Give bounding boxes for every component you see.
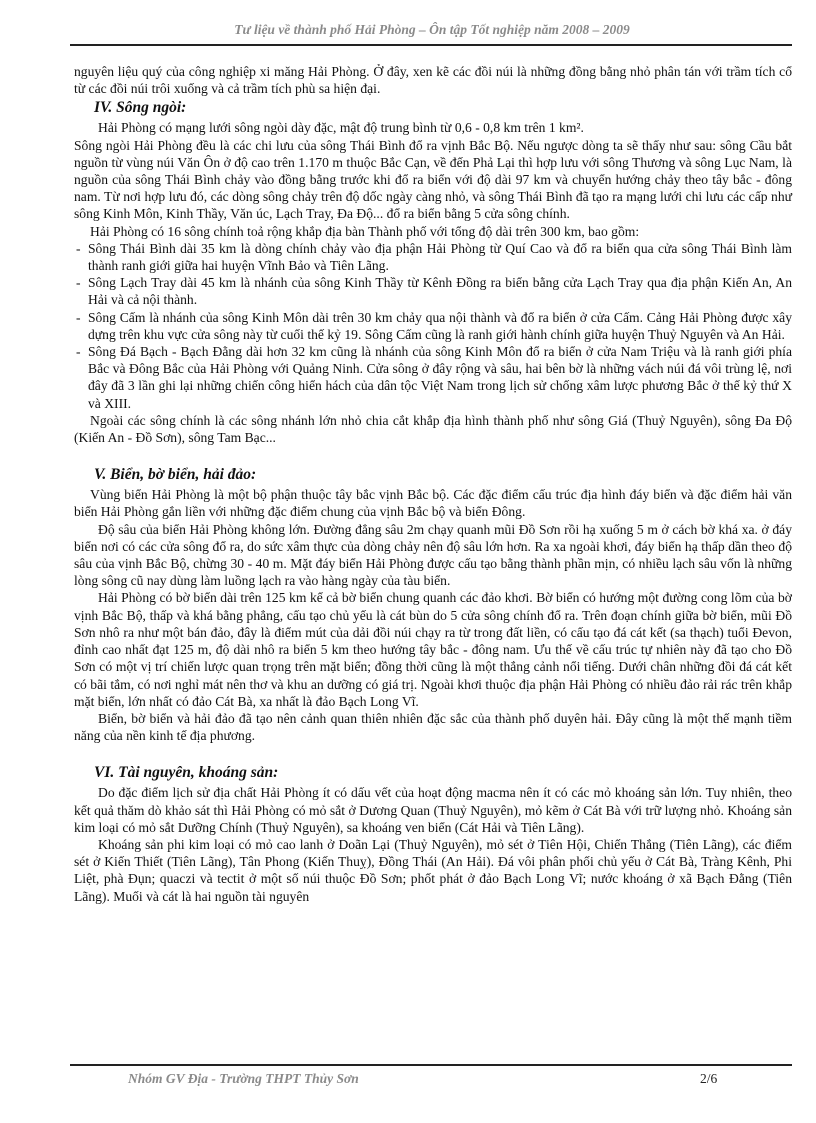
river-list-item: - Sông Cấm là nhánh của sông Kinh Môn dài trên 30 km chảy qua nội thành và đổ ra biển ở cửa Cấm. Cảng Hải Phòng được xây dựng trên khu vực cửa sông này từ cuối thế kỷ 19. Sông Cấm cũng là ranh giới hành chính giữa huyện Thuỷ Nguyên và An Hải. xyxy=(74,309,792,343)
header-divider xyxy=(70,44,792,46)
page-number: 2/6 xyxy=(700,1071,718,1086)
sea-paragraph-1: Vùng biển Hải Phòng là một bộ phận thuộc tây bắc vịnh Bắc bộ. Các đặc điểm cấu trúc địa hình đáy biển và đặc điểm hải văn biển Hải Phòng gắn liền với những đặc điểm chung của vịnh Bắc bộ và biển Đông. xyxy=(74,487,792,520)
section-heading-sea: V. Biển, bờ biển, hải đảo: xyxy=(94,466,257,484)
intro-paragraph: nguyên liệu quý của công nghiệp xi măng Hải Phòng. Ở đây, xen kẽ các đồi núi là những đồng bằng nhỏ phân tán với trầm tích cổ từ các đồi núi trôi xuống và cả trầm tích phù sa hiện đại. xyxy=(74,64,792,97)
river-list-item: - Sông Đá Bạch - Bạch Đằng dài hơn 32 km cũng là nhánh của sông Kinh Môn đổ ra biển ở cửa Nam Triệu và là ranh giới phía Bắc và Đông Bắc của Hải Phòng với Quảng Ninh. Cửa sông ở đây rộng và sâu, hai bên bờ là những vách núi đá vôi trùng lệ, nơi đây đã 3 lần ghi lại những chiến công hiển hách của dân tộc Việt Nam trong lịch sử chống xâm lược phương Bắc ở thế kỷ thứ X và XIII. xyxy=(74,343,792,412)
section-heading-resources: VI. Tài nguyên, khoáng sản: xyxy=(94,764,279,782)
document-body xyxy=(74,63,792,905)
rivers-paragraph-3: Hải Phòng có 16 sông chính toả rộng khắp địa bàn Thành phố với tổng độ dài trên 300 km, bao gồm: xyxy=(90,223,640,239)
resources-paragraph-2: Khoáng sản phi kim loại có mỏ cao lanh ở Doãn Lại (Thuỷ Nguyên), mỏ sét ở Tiên Hội, Chiến Thắng (Tiên Lãng), các điểm sét ở Kiến Thiết (Tiên Lãng), Tân Phong (Kiến Thuỵ), Đồng Thái (An Hải). Đá vôi phân phối chủ yếu ở Cát Bà, Tràng Kênh, Phi Liệt, phà Đụn; quaczi và tectit ở một số núi thuộc Đồ Sơn; phốt phát ở đảo Bạch Long Vĩ; nước khoáng ở xã Bạch Đằng (Tiên Lãng). Muối và cát là hai nguồn tài nguyên xyxy=(74,836,792,904)
page-header-title: Tư liệu về thành phố Hải Phòng – Ôn tập Tốt nghiệp năm 2008 – 2009 xyxy=(234,22,630,37)
rivers-list xyxy=(74,240,792,412)
river-list-item: - Sông Thái Bình dài 35 km là dòng chính chảy vào địa phận Hải Phòng từ Quí Cao và đổ ra biển qua cửa sông Thái Bình làm thành ranh giới giữa hai huyện Vĩnh Bảo và Tiên Lãng. xyxy=(74,240,792,274)
sea-paragraph-4: Biển, bờ biển và hải đảo đã tạo nên cảnh quan thiên nhiên đặc sắc của thành phố duyên hải. Đây cũng là một thế mạnh tiềm năng của nền kinh tế địa phương. xyxy=(74,710,792,744)
sea-paragraph-2: Độ sâu của biển Hải Phòng không lớn. Đường đẳng sâu 2m chạy quanh mũi Đồ Sơn rồi hạ xuống 5 m ở cách bờ khá xa. ở đáy biển nơi có các cửa sông đổ ra, do sức xâm thực của dòng chảy nên độ sâu lớn hơn. Ra xa ngoài khơi, đáy biển hạ thấp dần theo độ sâu của vịnh Bắc Bộ, chừng 30 - 40 m. Mặt đáy biển Hải Phòng được cấu tạo bằng thành phần mịn, có nhiều lạch sâu vốn là những lòng sông cũ nay dùng làm luồng lạch ra vào hàng ngày của tàu biển. xyxy=(74,521,792,589)
rivers-paragraph-1: Hải Phòng có mạng lưới sông ngòi dày đặc, mật độ trung bình từ 0,6 - 0,8 km trên 1 km². xyxy=(98,120,584,136)
section-heading-rivers: IV. Sông ngòi: xyxy=(94,99,187,117)
rivers-paragraph-2: Sông ngòi Hải Phòng đều là các chi lưu của sông Thái Bình đổ ra vịnh Bắc Bộ. Nếu ngược dòng ta sẽ thấy như sau: sông Cầu bắt nguồn từ vùng núi Văn Ôn ở độ cao trên 1.170 m thuộc Bắc Cạn, về đến Phả Lại thì hợp lưu với sông Thương và sông Lục Nam, là nguồn của sông Thái Bình chảy vào đồng bằng trước khi đổ ra biển với độ dài 97 km và chuyển hướng chảy theo tây bắc - đông nam. Từ nơi hợp lưu đó, các dòng sông chảy trên độ dốc ngày càng nhỏ, và sông Thái Bình đã tạo ra mạng lưới chi lưu các cấp như sông Kinh Môn, Kinh Thầy, Văn úc, Lạch Tray, Đa Độ... đổ ra biển bằng 5 cửa sông chính. xyxy=(74,137,792,222)
sea-paragraph-3: Hải Phòng có bờ biển dài trên 125 km kể cả bờ biển chung quanh các đảo khơi. Bờ biển có hướng một đường cong lõm của bờ vịnh Bắc Bộ, thấp và khá bằng phẳng, cấu tạo chủ yếu là cát bùn do 5 cửa sông chính đổ ra. Trên đoạn chính giữa bờ biển, mũi Đồ Sơn nhô ra như một bán đảo, đây là điểm mút của dải đồi núi chạy ra từ trong đất liền, có cấu tạo đá cát kết (sa thạch) tuổi Đevon, đỉnh cao nhất đạt 125 m, độ dài nhô ra biển 5 km theo hướng tây bắc - đông nam. Ưu thế về cấu trúc tự nhiên này đã tạo cho Đồ Sơn có một vị trí chiến lược quan trọng trên mặt biển; đồng thời cũng là một thắng cảnh nổi tiếng. Dưới chân những đồi đá cát kết có bãi tắm, có nơi nghỉ mát nên thơ và khu an dưỡng có giá trị. Ngoài khơi thuộc địa phận Hải Phòng có nhiều đảo rải rác trên khắp mặt biển, lớn nhất có đảo Cát Bà, xa nhất là đảo Bạch Long Vĩ. xyxy=(74,590,792,709)
river-list-item: - Sông Lạch Tray dài 45 km là nhánh của sông Kinh Thầy từ Kênh Đồng ra biển bằng cửa Lạch Tray qua địa phận Kiến An, An Hải và cả nội thành. xyxy=(74,274,792,308)
footer-divider xyxy=(70,1064,792,1066)
resources-paragraph-1: Do đặc điểm lịch sử địa chất Hải Phòng ít có dấu vết của hoạt động macma nên ít có các mỏ khoáng sản lớn. Tuy nhiên, theo kết quả thăm dò khảo sát thì Hải Phòng có mỏ sắt ở Dương Quan (Thuỷ Nguyên), mỏ kẽm ở Cát Bà với trữ lượng nhỏ. Khoáng sản kim loại có mỏ sắt Dưỡng Chính (Thuỷ Nguyên), sa khoáng ven biển (Cát Hải và Tiên Lãng). xyxy=(74,785,792,835)
rivers-paragraph-4: Ngoài các sông chính là các sông nhánh lớn nhỏ chia cắt khắp địa hình thành phố như sông Giá (Thuỷ Nguyên), sông Đa Độ (Kiến An - Đồ Sơn), sông Tam Bạc... xyxy=(74,412,792,446)
page-footer-author: Nhóm GV Địa - Trường THPT Thủy Sơn xyxy=(128,1071,359,1086)
